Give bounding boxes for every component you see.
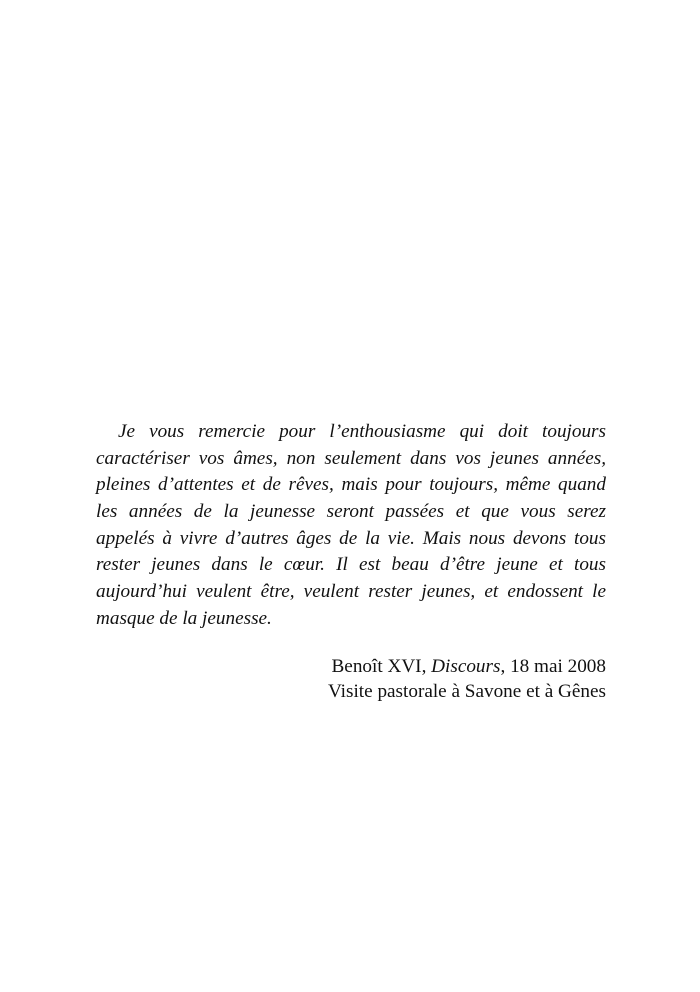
attribution (328, 654, 606, 704)
quote-line: pleines d’attentes et de rêves, mais pour toujours, même quand (96, 474, 606, 496)
author: Benoît XVI, (331, 656, 432, 677)
quote-line: Je vous remercie pour l’enthousiasme qui doit toujours (118, 421, 606, 442)
quote-line: aujourd’hui veulent être, veulent rester jeunes, et endossent le (96, 581, 606, 603)
attribution-source (328, 654, 606, 679)
quote-line: les années de la jeunesse seront passées et que vous serez (96, 501, 606, 523)
quote-line: rester jeunes dans le cœur. Il est beau d’être jeune et tous (96, 554, 606, 576)
quote-paragraph (96, 419, 606, 633)
occasion: Visite pastorale à Savone et à Gênes (327, 681, 606, 702)
quote-line: appelés à vivre d’autres âges de la vie. Mais nous devons tous (96, 527, 606, 549)
quote-line: masque de la jeunesse. (96, 607, 272, 629)
work-title: Discours (431, 656, 501, 677)
date: , 18 mai 2008 (500, 656, 606, 677)
quote-line: caractériser vos âmes, non seulement dans vos jeunes années, (96, 447, 606, 469)
